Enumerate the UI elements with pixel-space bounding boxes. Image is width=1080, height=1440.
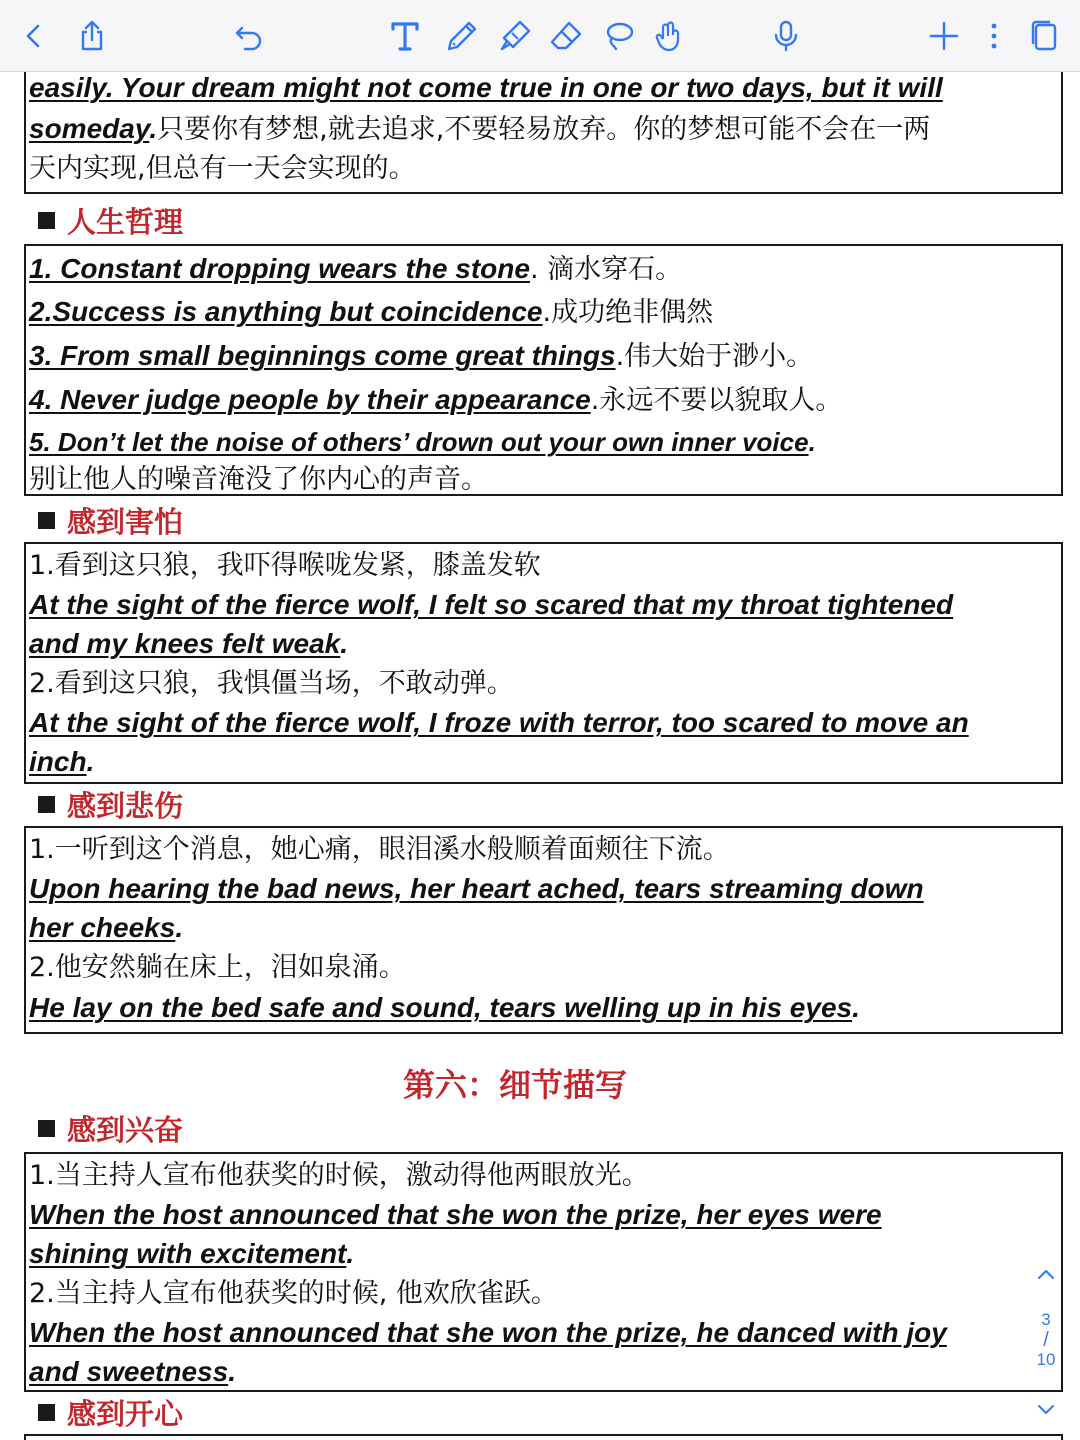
section-heading [38, 1108, 183, 1148]
text-line [29, 1353, 1061, 1392]
english-text: easily. Your dream might not come true in one or two days, but it will [29, 72, 943, 103]
pages-icon[interactable] [1024, 16, 1064, 56]
english-text: When the host announced that she won the prize, he danced with joy [29, 1317, 947, 1348]
text-line [29, 625, 1061, 664]
text-tool-icon[interactable] [385, 16, 425, 56]
add-icon[interactable] [924, 16, 964, 56]
bullet-square-icon [38, 212, 55, 229]
list-item [29, 248, 1061, 291]
document-page [0, 72, 1080, 1440]
page-down-button[interactable] [1026, 1396, 1066, 1426]
continued-box [24, 72, 1063, 194]
text-line [29, 870, 1061, 909]
text-line [29, 1314, 1061, 1353]
english-text: 1. Constant dropping wears the stone [29, 253, 530, 284]
chinese-text: 2.当主持人宣布他获奖的时候, 他欢欣雀跃。 [29, 1278, 558, 1309]
share-icon[interactable] [72, 16, 112, 56]
punctuation: . [852, 992, 860, 1023]
back-icon[interactable] [14, 16, 54, 56]
text-line [29, 743, 1061, 782]
page-up-button[interactable] [1026, 1262, 1066, 1292]
text-line [29, 1156, 1061, 1196]
sad-box [24, 826, 1063, 1034]
text-line [29, 704, 1061, 743]
chinese-text: .伟大始于渺小。 [615, 341, 814, 372]
toolbar [0, 0, 1080, 72]
punctuation: . [808, 427, 816, 457]
section-title: 感到害怕 [67, 504, 184, 539]
chevron-up-icon [1033, 1262, 1059, 1288]
section-title: 感到开心 [67, 1396, 184, 1431]
section-heading [38, 500, 183, 540]
english-text: and my knees felt weak [29, 628, 341, 659]
english-text: inch [29, 746, 87, 777]
english-text: When the host announced that she won the prize, her eyes were [29, 1199, 882, 1230]
scared-box [24, 542, 1063, 784]
current-page: 3 [1041, 1310, 1051, 1329]
text-line [29, 948, 1061, 988]
punctuation: . [175, 912, 184, 943]
chevron-down-icon [1033, 1396, 1059, 1422]
text-line [29, 988, 1061, 1029]
highlighter-icon[interactable] [495, 16, 535, 56]
list-item [29, 334, 1061, 379]
bullet-square-icon [38, 1404, 55, 1421]
english-text: 3. From small beginnings come great things [29, 340, 616, 371]
text-line [29, 546, 1061, 586]
english-text: 2.Success is anything but coincidence [29, 296, 543, 327]
english-text: At the sight of the fierce wolf, I froze with terror, too scared to move an [29, 707, 969, 738]
section-heading [38, 200, 183, 240]
page-indicator [1026, 1310, 1066, 1370]
english-text: At the sight of the fierce wolf, I felt so scared that my throat tightened [29, 589, 954, 620]
list-item [29, 422, 1061, 463]
excited-box [24, 1152, 1063, 1392]
text-line [29, 1196, 1061, 1235]
eraser-icon[interactable] [546, 16, 586, 56]
happy-box [24, 1434, 1063, 1440]
total-pages: 10 [1036, 1350, 1056, 1369]
microphone-icon[interactable] [766, 16, 806, 56]
english-text: 4. Never judge people by their appearance [29, 384, 591, 415]
text-line [29, 72, 1061, 109]
philosophy-box [24, 244, 1063, 496]
list-item [29, 291, 1061, 334]
section-heading [38, 1392, 183, 1432]
english-text: Upon hearing the bad news, her heart ached, tears streaming down [29, 873, 924, 904]
pen-icon[interactable] [442, 16, 482, 56]
punctuation: . [340, 628, 349, 659]
english-text: someday [29, 112, 150, 144]
text-line [29, 664, 1061, 704]
chinese-text: 2.看到这只狼，我惧僵当场，不敢动弹。 [29, 668, 514, 699]
undo-icon[interactable] [229, 16, 269, 56]
lasso-icon[interactable] [599, 16, 639, 56]
text-line [29, 149, 1061, 188]
text-line [29, 109, 1061, 150]
text-line [29, 1274, 1061, 1314]
shapes-icon[interactable] [650, 16, 690, 56]
chinese-text: 别让他人的噪音淹没了你内心的声音。 [29, 464, 488, 495]
list-item [29, 379, 1061, 422]
bullet-square-icon [38, 796, 55, 813]
chinese-text: .永远不要以貌取人。 [590, 385, 843, 416]
section-heading [38, 784, 183, 824]
punctuation: . [228, 1356, 236, 1387]
english-text: He lay on the bed safe and sound, tears welling up in his eyes [29, 992, 853, 1023]
text-line [29, 830, 1061, 870]
more-icon[interactable] [974, 16, 1014, 56]
chinese-text: 天内实现,但总有一天会实现的。 [29, 153, 416, 185]
bullet-square-icon [38, 1120, 55, 1137]
text-line [29, 1235, 1061, 1274]
chinese-text: 只要你有梦想,就去追求,不要轻易放弃。你的梦想可能不会在一两 [157, 113, 931, 145]
chapter-title: 第六：细节描写 [402, 1066, 627, 1104]
punctuation: . [346, 1238, 355, 1269]
chinese-text: 1.当主持人宣布他获奖的时候，激动得他两眼放光。 [29, 1160, 649, 1191]
chinese-text: 2.他安然躺在床上，泪如泉涌。 [29, 952, 406, 983]
section-title: 人生哲理 [67, 204, 184, 239]
section-title: 感到悲伤 [67, 788, 184, 823]
english-text: and sweetness [29, 1356, 229, 1387]
list-item [29, 463, 1061, 497]
chinese-text: . 滴水穿石。 [529, 254, 683, 285]
punctuation: . [149, 112, 158, 144]
english-text: her cheeks [29, 912, 176, 943]
text-line [29, 909, 1061, 948]
page-separator: / [1043, 1329, 1049, 1351]
english-text: shining with excitement [29, 1238, 347, 1269]
english-text: 5. Don’t let the noise of others’ drown out your own inner voice [29, 427, 809, 457]
chinese-text: 1.看到这只狼，我吓得喉咙发紧，膝盖发软 [29, 550, 541, 581]
section-title: 感到兴奋 [67, 1112, 184, 1147]
bullet-square-icon [38, 512, 55, 529]
chinese-text: 1.一听到这个消息，她心痛，眼泪溪水般顺着面颊往下流。 [29, 834, 730, 865]
chinese-text: .成功绝非偶然 [542, 297, 714, 328]
punctuation: . [86, 746, 95, 777]
text-line [29, 586, 1061, 625]
